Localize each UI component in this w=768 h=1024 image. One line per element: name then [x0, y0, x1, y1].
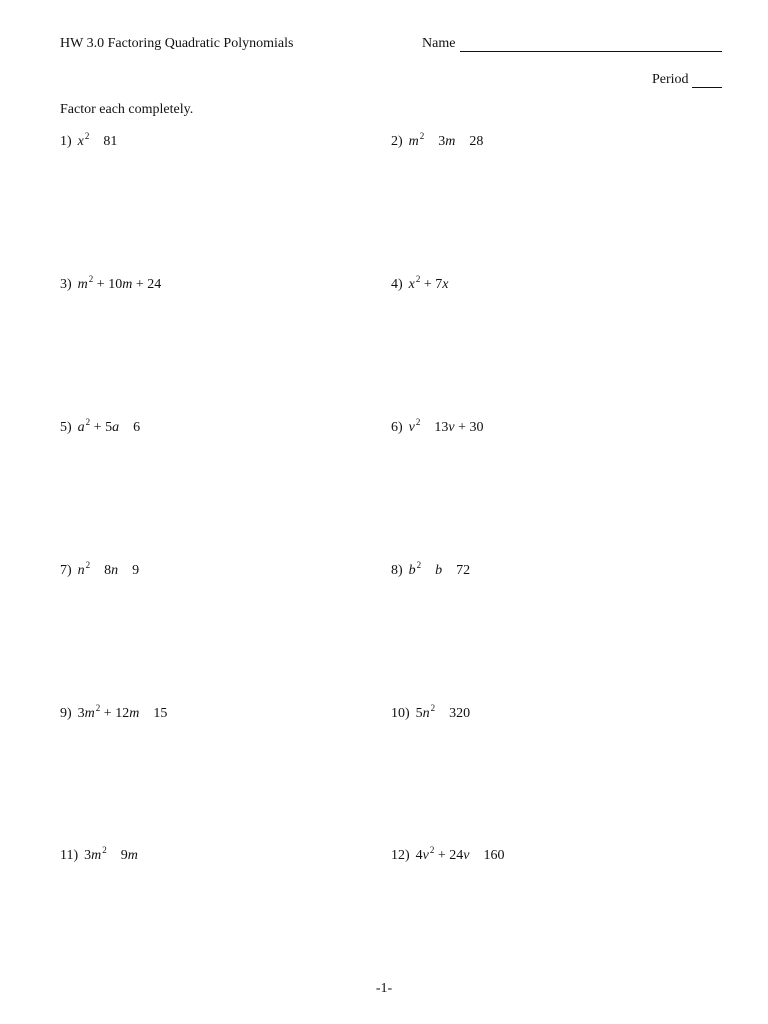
term-text: 160	[483, 848, 505, 863]
problem-1	[60, 131, 118, 150]
variable: m	[77, 277, 88, 292]
term-text: + 30	[454, 420, 484, 435]
exponent: 2	[85, 417, 91, 427]
exponent: 2	[95, 703, 101, 713]
problem-9	[60, 703, 168, 722]
problem-number: 5)	[60, 420, 72, 435]
problem-number: 11)	[60, 848, 79, 863]
variable: m	[445, 134, 456, 149]
variable: v	[448, 420, 455, 435]
problem-8	[391, 560, 471, 579]
exponent: 2	[88, 274, 94, 284]
problem-number: 4)	[391, 277, 403, 292]
term-text: 8	[104, 563, 112, 578]
exponent: 2	[415, 417, 421, 427]
term-text: + 24	[434, 848, 464, 863]
problem-number: 7)	[60, 563, 72, 578]
variable: m	[129, 706, 140, 721]
problem-expression	[77, 560, 140, 579]
problem-expression	[408, 560, 471, 579]
variable: m	[91, 848, 102, 863]
problem-expression	[408, 131, 484, 150]
variable: v	[422, 848, 429, 863]
variable: a	[77, 420, 85, 435]
problem-expression	[77, 703, 168, 722]
variable: b	[435, 563, 443, 578]
problem-number: 2)	[391, 134, 403, 149]
variable: n	[77, 563, 85, 578]
term-text: 28	[469, 134, 484, 149]
term-text: 320	[449, 706, 471, 721]
term-text: + 5	[90, 420, 113, 435]
exponent: 2	[84, 131, 90, 141]
problem-10	[391, 703, 471, 722]
term-text: 15	[153, 706, 168, 721]
problem-expression	[77, 274, 162, 293]
term-text: 81	[103, 134, 118, 149]
problem-expression	[77, 131, 118, 150]
problem-number: 8)	[391, 563, 403, 578]
variable: m	[408, 134, 419, 149]
name-blank-line	[460, 51, 722, 52]
problem-expression	[408, 417, 484, 436]
exponent: 2	[415, 274, 421, 284]
name-label: Name	[422, 36, 456, 51]
exponent: 2	[419, 131, 425, 141]
problem-number: 10)	[391, 706, 410, 721]
problem-expression	[415, 703, 471, 722]
variable: x	[77, 134, 84, 149]
variable: n	[422, 706, 430, 721]
variable: x	[442, 277, 449, 292]
variable: a	[112, 420, 120, 435]
exponent: 2	[85, 560, 91, 570]
exponent: 2	[102, 845, 107, 855]
term-text: 3	[438, 134, 446, 149]
variable: m	[122, 277, 133, 292]
variable: x	[408, 277, 415, 292]
term-text: + 10	[93, 277, 123, 292]
variable: v	[463, 848, 470, 863]
problem-number: 3)	[60, 277, 72, 292]
problem-3	[60, 274, 162, 293]
page-number: -1-	[375, 981, 393, 996]
period-blank-line	[692, 87, 722, 88]
term-text: 72	[456, 563, 471, 578]
variable: m	[127, 848, 138, 863]
term-text: + 24	[132, 277, 162, 292]
problem-expression	[77, 417, 141, 436]
problem-number: 1)	[60, 134, 72, 149]
exponent: 2	[429, 845, 435, 855]
term-text: + 7	[420, 277, 443, 292]
term-text: 3	[77, 706, 85, 721]
worksheet-title: HW 3.0 Factoring Quadratic Polynomials	[60, 36, 294, 51]
instructions: Factor each completely.	[60, 102, 194, 117]
problem-7	[60, 560, 140, 579]
problem-number: 6)	[391, 420, 403, 435]
problem-number: 12)	[391, 848, 410, 863]
term-text: 9	[120, 848, 128, 863]
term-text: 5	[415, 706, 423, 721]
term-text: 3	[84, 848, 92, 863]
exponent: 2	[416, 560, 422, 570]
problem-11	[60, 845, 138, 864]
period-label: Period	[652, 72, 689, 87]
variable: m	[84, 706, 95, 721]
problem-4	[391, 274, 449, 293]
term-text: + 12	[100, 706, 130, 721]
problem-12	[391, 845, 505, 864]
problem-5	[60, 417, 141, 436]
problem-expression	[415, 845, 505, 864]
variable: n	[111, 563, 119, 578]
term-text: 9	[132, 563, 140, 578]
variable: b	[408, 563, 416, 578]
variable: v	[408, 420, 415, 435]
problem-number: 9)	[60, 706, 72, 721]
problem-6	[391, 417, 484, 436]
term-text: 4	[415, 848, 423, 863]
problem-expression	[84, 845, 138, 864]
problem-expression	[408, 274, 449, 293]
problem-2	[391, 131, 484, 150]
term-text: 6	[133, 420, 141, 435]
exponent: 2	[430, 703, 436, 713]
term-text: 13	[434, 420, 449, 435]
